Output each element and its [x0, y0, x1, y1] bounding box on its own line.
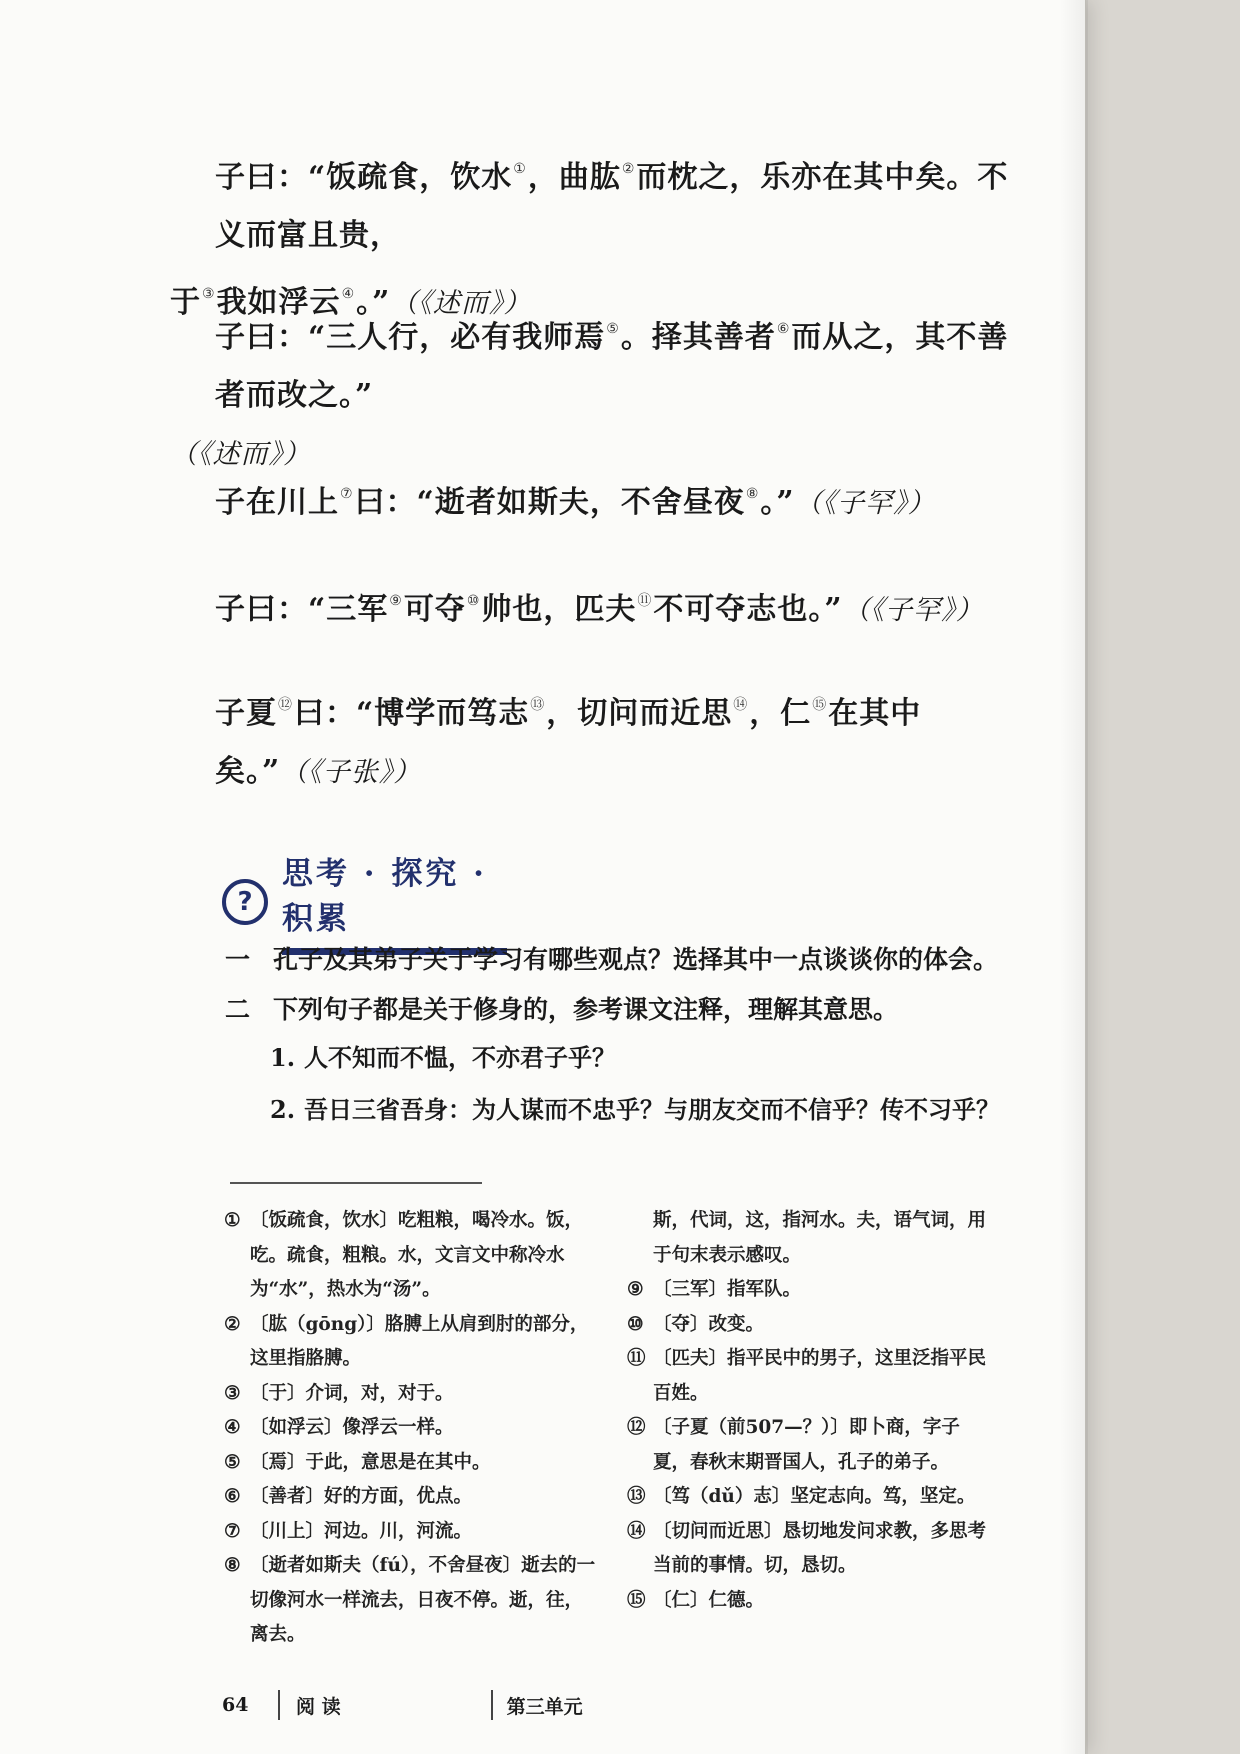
note-ref[interactable]: ⑮ — [812, 697, 828, 713]
footnote — [224, 1204, 600, 1308]
question-number: 二 — [225, 995, 251, 1024]
footnotes-left-column — [224, 1204, 600, 1653]
footnote-number: ⑧ — [224, 1555, 241, 1576]
footnote-text: 〔肱（gōng）〕胳膊上从肩到肘的部分，这里指胳膊。 — [250, 1313, 589, 1369]
note-ref[interactable]: ⑨ — [389, 593, 403, 609]
page-edge-shadow — [1060, 0, 1088, 1754]
sub-item-text: 吾日三省吾身：为人谋而不忠乎？与朋友交而不信乎？传不习乎？ — [304, 1095, 1000, 1124]
section-heading — [222, 848, 507, 955]
sub-item-1 — [270, 1038, 1030, 1078]
footnote-text: 〔焉〕于此，意思是在其中。 — [250, 1451, 491, 1473]
note-ref[interactable]: ① — [513, 161, 527, 177]
footnote-number: ⑭ — [627, 1520, 646, 1542]
verse-text: 帅也，匹夫 — [481, 592, 637, 627]
verse-text: 子曰：“三人行，必有我师焉 — [215, 320, 606, 355]
verse-text: 子曰：“三军 — [215, 592, 389, 627]
footnote-text: 〔如浮云〕像浮云一样。 — [250, 1417, 454, 1438]
footnote-number: ⑤ — [224, 1451, 241, 1473]
verse-text: 而从之，其不善者而改之。” — [215, 320, 1009, 413]
footnote-text: 斯，代词，这，指河水。夫，语气词，用于句末表示感叹。 — [653, 1210, 987, 1266]
verse-text: 于 — [170, 285, 201, 320]
verse-text: 子在川上 — [215, 485, 339, 520]
footnote — [627, 1584, 987, 1619]
verse-source: （《子张》） — [280, 757, 422, 788]
footnote-number: ⑫ — [627, 1417, 646, 1438]
footnote-number: ② — [224, 1313, 241, 1335]
footnote-number: ③ — [224, 1382, 241, 1404]
footnote — [224, 1377, 600, 1412]
footnote-number: ⑨ — [627, 1279, 644, 1300]
footnote-text: 〔善者〕好的方面，优点。 — [250, 1486, 473, 1507]
verse-line — [215, 300, 1015, 425]
footnote — [224, 1515, 600, 1550]
footnote — [224, 1308, 600, 1377]
sub-item-number: 2. — [270, 1095, 296, 1124]
note-ref[interactable]: ⑧ — [745, 486, 760, 502]
footnote-number: ⑥ — [224, 1486, 241, 1507]
sub-item-2 — [270, 1090, 1030, 1130]
footnote — [224, 1411, 600, 1446]
sub-item-text: 人不知而不愠，不亦君子乎？ — [304, 1043, 616, 1072]
footnote — [627, 1480, 987, 1515]
footnote-number: ⑪ — [627, 1348, 646, 1369]
footnote-number: ⑮ — [627, 1589, 646, 1611]
verse-text: 。” — [356, 285, 391, 320]
question-mark-icon: ? — [222, 879, 268, 925]
footnote — [627, 1411, 987, 1480]
footer-divider — [491, 1690, 493, 1720]
verse-text: 。择其善者 — [620, 320, 776, 355]
footnote-text: 〔子夏（前507—？）〕即卜商，字子夏，春秋末期晋国人，孔子的弟子。 — [653, 1417, 960, 1473]
footnote-text: 〔切问而近思〕恳切地发问求教，多思考当前的事情。切，恳切。 — [653, 1520, 987, 1576]
verse-text: 曰：“逝者如斯夫，不舍昼夜 — [354, 485, 745, 520]
verse-3 — [215, 465, 1015, 533]
verse-text: 。” — [760, 485, 795, 520]
note-ref[interactable]: ③ — [202, 286, 216, 302]
verse-source: （《子罕》） — [794, 488, 936, 519]
verse-source: （《子罕》） — [842, 595, 984, 626]
note-ref[interactable]: ⑤ — [606, 321, 620, 337]
footer-section-label: 阅 读 — [296, 1695, 341, 1718]
footnote-number: ⑬ — [627, 1486, 646, 1507]
note-ref[interactable]: ⑬ — [530, 697, 546, 713]
verse-text: ，仁 — [749, 696, 812, 731]
verse-text: ，曲肱 — [527, 160, 621, 195]
verse-text: 而枕之，乐亦在其中矣。不义而富且贵， — [215, 160, 1009, 253]
note-ref[interactable]: ⑫ — [278, 697, 293, 713]
footnote — [627, 1273, 987, 1308]
note-ref[interactable]: ② — [621, 161, 636, 177]
verse-line — [215, 140, 1015, 265]
footnote-text: 〔笃（dǔ）志〕坚定志向。笃，坚定。 — [653, 1486, 976, 1507]
note-ref[interactable]: ⑪ — [637, 593, 653, 609]
verse-text: 不可夺志也。” — [653, 592, 843, 627]
note-ref[interactable]: ⑭ — [733, 697, 749, 713]
page-number: 64 — [222, 1694, 249, 1716]
footnote — [627, 1515, 987, 1584]
footnote-number: ① — [224, 1210, 241, 1231]
verse-text: 可夺 — [403, 592, 466, 627]
footnote-number: ⑦ — [224, 1520, 241, 1542]
verse-source: （《述而》） — [390, 288, 532, 319]
verse-4 — [215, 572, 1015, 640]
footnote-text: 〔匹夫〕指平民中的男子，这里泛指平民百姓。 — [653, 1348, 987, 1404]
verse-text: ，切问而近思 — [546, 696, 733, 731]
footnote — [224, 1549, 600, 1653]
footnote-text: 〔川上〕河边。川，河流。 — [250, 1520, 473, 1542]
footnote-number: ④ — [224, 1417, 241, 1438]
note-ref[interactable]: ⑥ — [776, 321, 791, 337]
footnote-text: 〔仁〕仁德。 — [653, 1589, 765, 1611]
verse-text: 子夏 — [215, 696, 277, 731]
verse-text: 我如浮云 — [216, 285, 341, 320]
section-title: 思考 · 探究 · 积累 — [282, 848, 507, 955]
verse-text: 在其中矣。” — [215, 696, 922, 789]
verse-source: （《述而》） — [170, 439, 311, 470]
footnote — [224, 1480, 600, 1515]
footnote-continuation — [627, 1204, 987, 1273]
question-text: 孔子及其弟子关于学习有哪些观点？选择其中一点谈谈你的体会。 — [273, 945, 999, 974]
page-footer — [222, 1690, 822, 1720]
footnote — [224, 1446, 600, 1481]
footnote-text: 〔夺〕改变。 — [653, 1313, 765, 1335]
verse-2 — [170, 300, 1015, 484]
footnote-number: ⑩ — [627, 1313, 644, 1335]
footnote-text: 〔逝者如斯夫（fú），不舍昼夜〕逝去的一切像河水一样流去，日夜不停。逝，往，离去。 — [250, 1555, 596, 1645]
footnote — [627, 1342, 987, 1411]
note-ref[interactable]: ⑩ — [466, 593, 481, 609]
note-ref[interactable]: ④ — [341, 286, 356, 302]
question-number: 一 — [225, 945, 251, 974]
footnote-text: 〔于〕介词，对，对于。 — [250, 1382, 454, 1404]
question-text: 下列句子都是关于修身的，参考课文注释，理解其意思。 — [273, 995, 899, 1024]
verse-text: 曰：“博学而笃志 — [294, 696, 530, 731]
footnote-divider — [230, 1182, 482, 1184]
sub-item-number: 1. — [270, 1043, 296, 1072]
footnote-text: 〔饭疏食，饮水〕吃粗粮，喝冷水。饭，吃。疏食，粗粮。水，文言文中称冷水为“水”，热水为“汤”。 — [250, 1210, 584, 1300]
footer-unit-label: 第三单元 — [506, 1695, 583, 1718]
footnote — [627, 1308, 987, 1343]
footnote-text: 〔三军〕指军队。 — [653, 1279, 802, 1300]
verse-5 — [215, 676, 1015, 802]
question-1 — [225, 940, 1025, 980]
footnotes-right-column — [627, 1204, 987, 1618]
note-ref[interactable]: ⑦ — [340, 486, 354, 502]
verse-text: 子曰：“饭疏食，饮水 — [215, 160, 513, 195]
footer-divider — [278, 1690, 280, 1720]
question-2 — [225, 990, 1025, 1030]
